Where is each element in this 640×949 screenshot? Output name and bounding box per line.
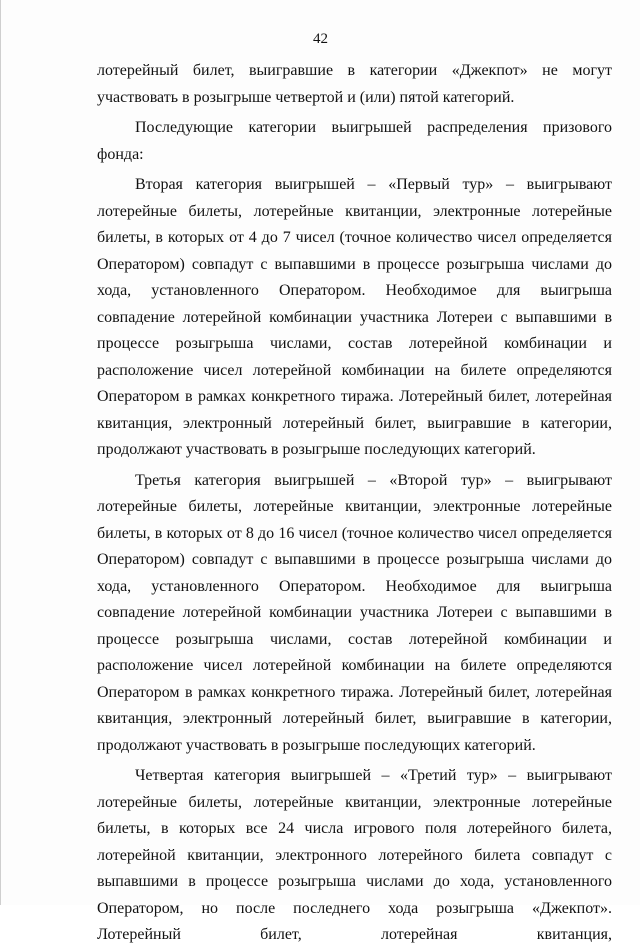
paragraph-second-category: Вторая категория выигрышей – «Первый тур» – выигрывают лотерейные билеты, лотерейные квитанции, электронные лотерейные билеты, в которых от 4 до 7 чисел (точное количество чисел определяется Оператором) совпадут с выпавшими в процессе розыгрыша числами до хода, установленного Оператором. Необходимое для выигрыша совпадение лотерейной комбинации участника Лотереи с выпавшими в процессе розыгрыша числами, состав лотерейной комбинации и расположение чисел лотерейной комбинации на билете определяются Оператором в рамках конкретного тиража. Лотерейный билет, лотерейная квитанция, электронный лотерейный билет, выигравшие в категории, продолжают участвовать в розыгрыше последующих категорий. xyxy=(97,176,612,458)
paragraph-prize-categories-intro: Последующие категории выигрышей распределения призового фонда: xyxy=(97,119,612,163)
page-number: 42 xyxy=(313,31,328,47)
paragraph-third-category: Третья категория выигрышей – «Второй тур» – выигрывают лотерейные билеты, лотерейные квитанции, электронные лотерейные билеты, в которых от 8 до 16 чисел (точное количество чисел определяется Оператором) совпадут с выпавшими в процессе розыгрыша числами до хода, установленного Оператором. Необходимое для выигрыша совпадение лотерейной комбинации участника Лотереи с выпавшими в процессе розыгрыша числами, состав лотерейной комбинации и расположение чисел лотерейной комбинации на билете определяются Оператором в рамках конкретного тиража. Лотерейный билет, лотерейная квитанция, электронный лотерейный билет, выигравшие в категории, продолжают участвовать в розыгрыше последующих категорий. xyxy=(97,471,612,754)
paragraph-fourth-category: Четвертая категория выигрышей – «Третий тур» – выигрывают лотерейные билеты, лотерейные квитанции, электронные лотерейные билеты, в которых все 24 числа игрового поля лотерейного билета, лотерейной квитанции, электронного лотерейного билета совпадут с выпавшими в процессе розыгрыша числами до хода, установленного Оператором, но после последнего хода розыгрыша «Джекпот». Лотерейный билет, лотерейная квитанция, xyxy=(97,767,612,943)
document-body xyxy=(97,58,612,949)
paragraph-continuation: лотерейный билет, выигравшие в категории «Джекпот» не могут участвовать в розыгрыше четвертой и (или) пятой категорий. xyxy=(97,62,612,106)
